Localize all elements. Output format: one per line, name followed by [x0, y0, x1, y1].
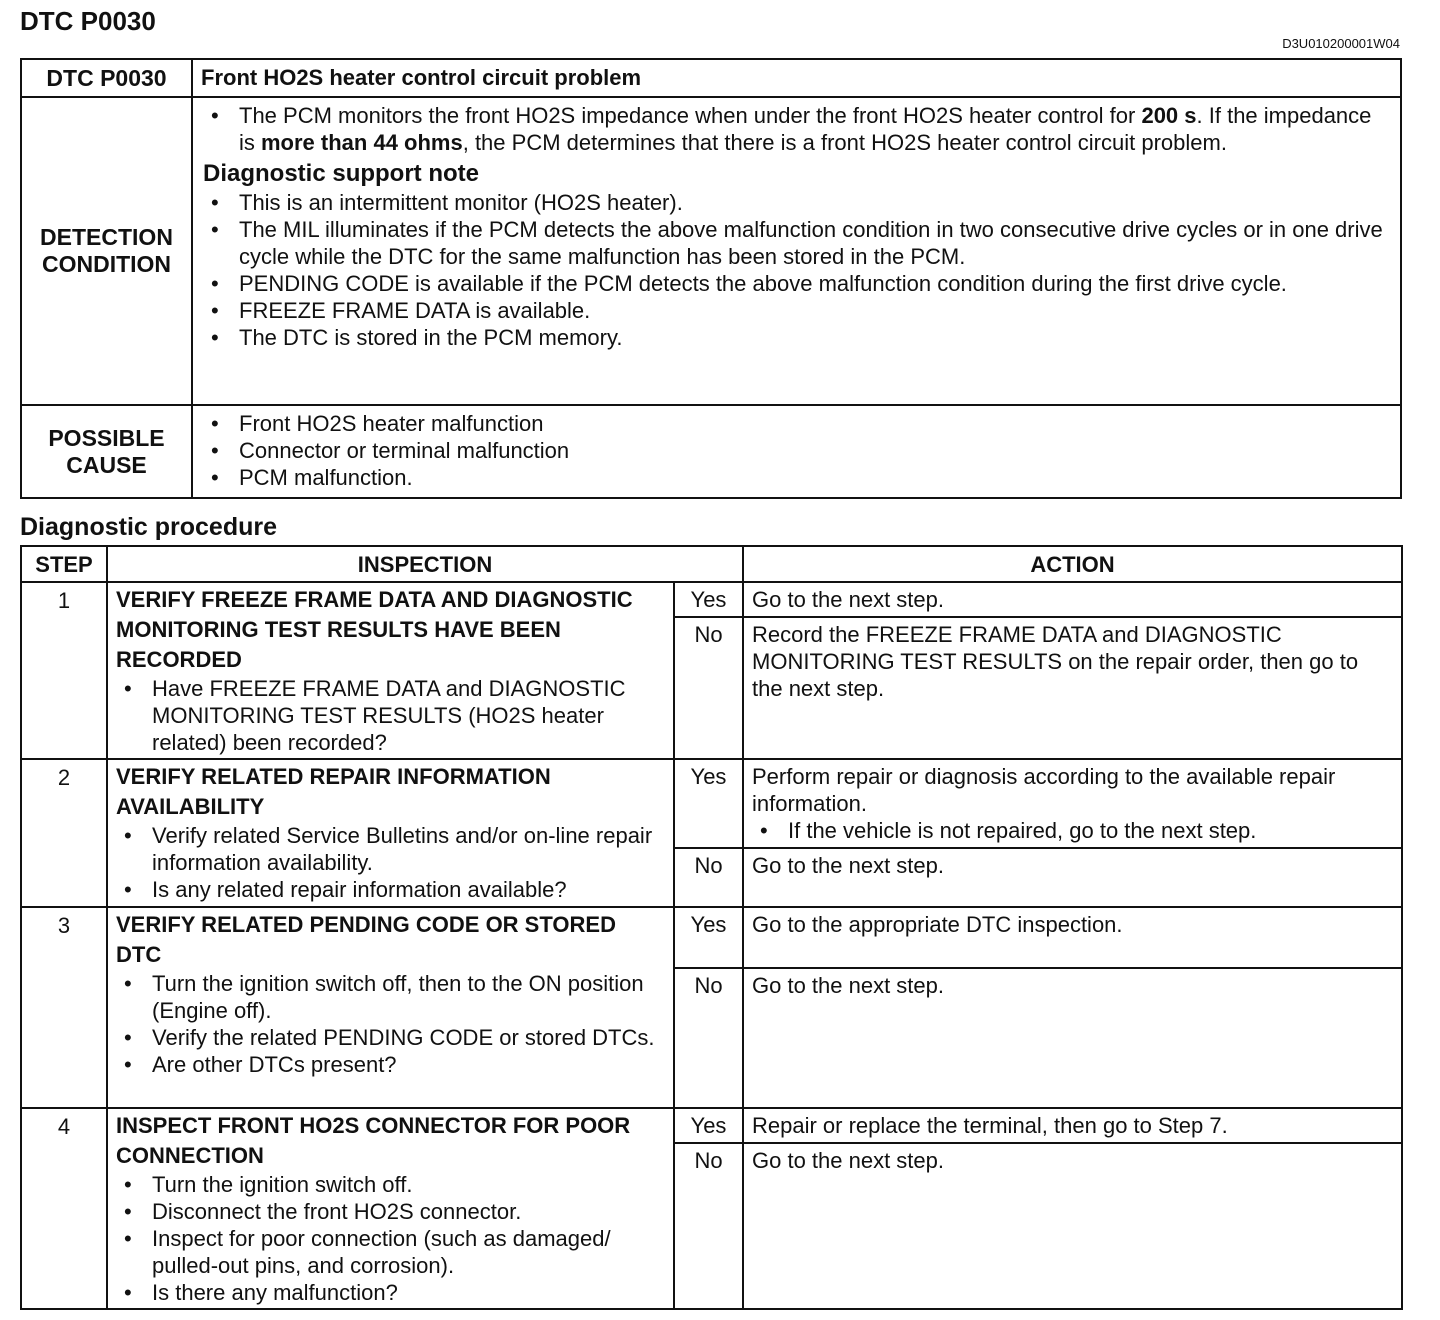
dtc-description: Front HO2S heater control circuit problem: [192, 59, 1401, 97]
monitor-description: • The PCM monitors the front HO2S impedance when under the front HO2S heater control for 200 s. If the impedance is more than 44 ohms, the PCM determines that there is a front HO2S heater control circuit problem.: [203, 102, 1390, 156]
support-note-list: [203, 189, 1390, 351]
step-inspection: [107, 907, 674, 1108]
no-action: Go to the next step.: [743, 1143, 1402, 1309]
step-number: 1: [21, 582, 107, 759]
dtc-code-cell: DTC P0030: [21, 59, 192, 97]
list-item: • Verify the related PENDING CODE or stored DTCs.: [116, 1024, 665, 1051]
step-title: INSPECT FRONT HO2S CONNECTOR FOR POOR CONNECTION: [116, 1113, 631, 1168]
list-item: • The MIL illuminates if the PCM detects the above malfunction condition in two consecutive drive cycles or in one drive cycle while the DTC for the same malfunction has been stored in the PCM.: [203, 216, 1390, 270]
yes-action: Go to the next step.: [743, 582, 1402, 617]
detection-condition-content: [192, 97, 1401, 405]
list-item: • FREEZE FRAME DATA is available.: [203, 297, 1390, 324]
no-label: No: [674, 968, 743, 1108]
no-label: No: [674, 848, 743, 907]
step-header: STEP: [21, 546, 107, 582]
no-label: No: [674, 1143, 743, 1309]
no-action: Record the FREEZE FRAME DATA and DIAGNOSTIC MONITORING TEST RESULTS on the repair order, then go to the next step.: [743, 617, 1402, 759]
list-item: • Is any related repair information available?: [116, 876, 665, 903]
list-item: • Disconnect the front HO2S connector.: [116, 1198, 665, 1225]
step-number: 2: [21, 759, 107, 907]
support-note-title: Diagnostic support note: [203, 160, 479, 187]
list-item: • PCM malfunction.: [203, 464, 1390, 491]
yes-action: Perform repair or diagnosis according to the available repair information. • If the vehicle is not repaired, go to the next step.: [743, 759, 1402, 848]
list-item: • If the vehicle is not repaired, go to the next step.: [752, 817, 1393, 844]
action-header: ACTION: [743, 546, 1402, 582]
no-label: No: [674, 617, 743, 759]
step-number: 3: [21, 907, 107, 1108]
document-id: D3U010200001W04: [1282, 36, 1400, 51]
inspection-header: INSPECTION: [107, 546, 743, 582]
list-item: • Connector or terminal malfunction: [203, 437, 1390, 464]
step-title: VERIFY FREEZE FRAME DATA AND DIAGNOSTIC MONITORING TEST RESULTS HAVE BEEN RECORDED: [116, 587, 633, 672]
detection-condition-label: DETECTION CONDITION: [21, 97, 192, 405]
possible-cause-content: [192, 405, 1401, 498]
list-item: • Verify related Service Bulletins and/or on-line repair information availability.: [116, 822, 665, 876]
list-item: • The DTC is stored in the PCM memory.: [203, 324, 1390, 351]
list-item: • Turn the ignition switch off, then to the ON position (Engine off).: [116, 970, 665, 1024]
step-inspection: [107, 582, 674, 759]
list-item: • This is an intermittent monitor (HO2S heater).: [203, 189, 1390, 216]
yes-action: Repair or replace the terminal, then go to Step 7.: [743, 1108, 1402, 1143]
yes-label: Yes: [674, 1108, 743, 1143]
step-inspection: [107, 1108, 674, 1309]
yes-label: Yes: [674, 582, 743, 617]
no-action: Go to the next step.: [743, 848, 1402, 907]
page-title: DTC P0030: [20, 6, 156, 36]
list-item: • Is there any malfunction?: [116, 1279, 665, 1306]
step-number: 4: [21, 1108, 107, 1309]
yes-action: Go to the appropriate DTC inspection.: [743, 907, 1402, 968]
diagnostic-procedure-table: [20, 545, 1403, 1310]
procedure-heading: Diagnostic procedure: [20, 513, 277, 541]
possible-cause-label: POSSIBLE CAUSE: [21, 405, 192, 498]
no-action: Go to the next step.: [743, 968, 1402, 1108]
list-item: • Are other DTCs present?: [116, 1051, 665, 1078]
dtc-summary-table: [20, 58, 1402, 499]
list-item: • Have FREEZE FRAME DATA and DIAGNOSTIC MONITORING TEST RESULTS (HO2S heater related) been recorded?: [116, 675, 665, 756]
yes-label: Yes: [674, 907, 743, 968]
yes-label: Yes: [674, 759, 743, 848]
step-title: VERIFY RELATED REPAIR INFORMATION AVAILABILITY: [116, 764, 551, 819]
list-item: • Front HO2S heater malfunction: [203, 410, 1390, 437]
list-item: • Turn the ignition switch off.: [116, 1171, 665, 1198]
list-item: • Inspect for poor connection (such as damaged/ pulled-out pins, and corrosion).: [116, 1225, 665, 1279]
step-title: VERIFY RELATED PENDING CODE OR STORED DTC: [116, 912, 616, 967]
step-inspection: [107, 759, 674, 907]
list-item: • PENDING CODE is available if the PCM detects the above malfunction condition during the first drive cycle.: [203, 270, 1390, 297]
